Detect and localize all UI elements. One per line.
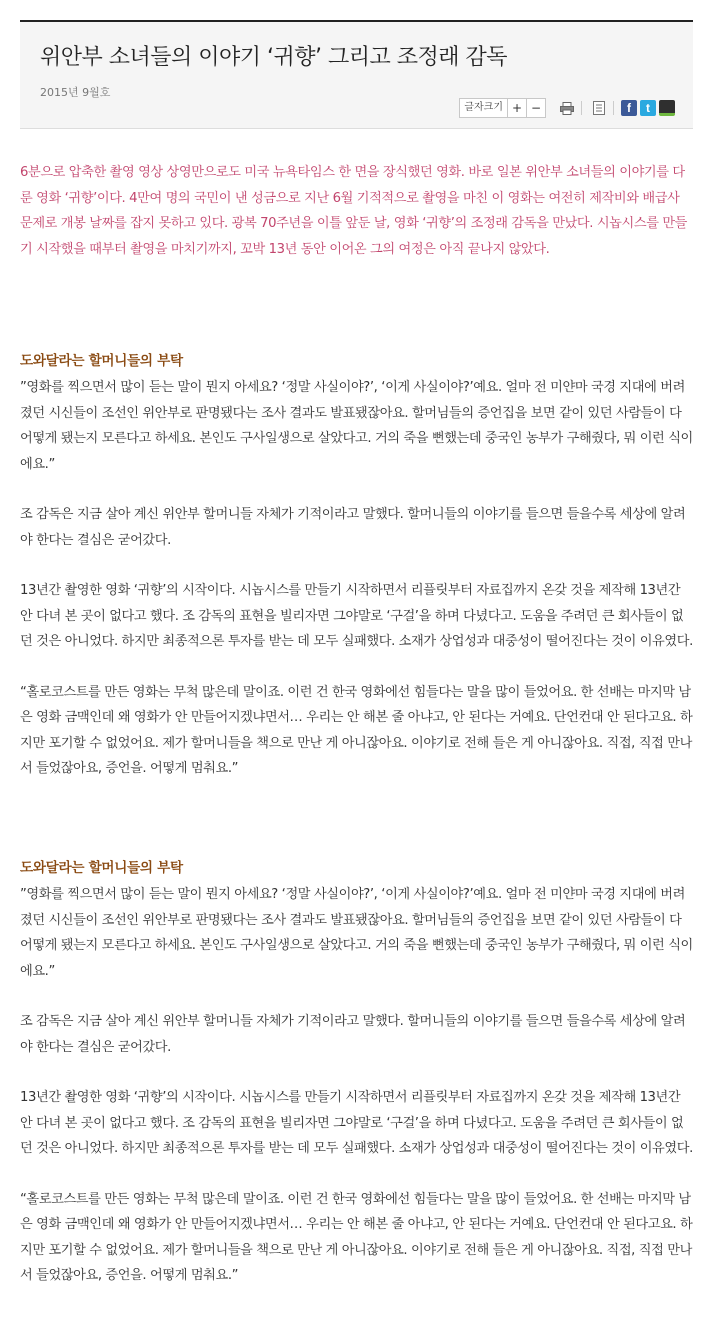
font-size-label: 글자크기	[464, 102, 503, 113]
section-heading: 도와달라는 할머니들의 부탁	[20, 353, 183, 369]
me2day-icon[interactable]	[659, 100, 675, 116]
toolbar-divider	[613, 101, 614, 115]
font-increase-button[interactable]: +	[507, 99, 526, 117]
paragraph: 13년간 촬영한 영화 ‘귀향’의 시작이다. 시놉시스를 만들기 시작하면서 리플릿부터 자료집까지 온갖 것을 제작해 13년간 안 다녀 본 곳이 없다고 했다. 조 감독의 표현을 빌리자면 그야말로 ‘구걸’을 하며 다녔다고. 도움을 주려던 큰 회사들이 없던 것은 아니었다. 하지만 최종적으론 투자를 받는 데 모두 실패했다. 소재가 상업성과 대중성이 떨어진다는 것이 이유였다.	[20, 583, 693, 649]
section-heading: 도와달라는 할머니들의 부탁	[20, 860, 183, 876]
article-section	[20, 858, 694, 1289]
paragraph: 조 감독은 지금 살아 계신 위안부 할머니들 자체가 기적이라고 말했다. 할머니들의 이야기를 들으면 들을수록 세상에 알려야 한다는 결심은 굳어갔다.	[20, 507, 686, 548]
article-lead: 6분으로 압축한 촬영 영상 상영만으로도 미국 뉴욕타임스 한 면을 장식했던 영화. 바로 일본 위안부 소녀들의 이야기를 다룬 영화 ‘귀향’이다. 4만여 명의 국민이 낸 성금으로 지난 6월 기적적으로 촬영을 마친 이 영화는 여전히 제작비와 배급사 문제로 개봉 날짜를 잡지 못하고 있다. 광복 70주년을 이틀 앞둔 날, 영화 ‘귀향’의 조정래 감독을 만났다. 시놉시스를 만들기 시작했을 때부터 촬영을 마치기까지, 꼬박 13년 동안 이어온 그의 여정은 아직 끝나지 않았다.	[20, 165, 687, 257]
email-icon[interactable]	[591, 100, 607, 116]
paragraph: 조 감독은 지금 살아 계신 위안부 할머니들 자체가 기적이라고 말했다. 할머니들의 이야기를 들으면 들을수록 세상에 알려야 한다는 결심은 굳어갔다.	[20, 1014, 686, 1055]
article-toolbar	[459, 98, 675, 118]
paragraph: ”영화를 찍으면서 많이 듣는 말이 뭔지 아세요? ‘정말 사실이야?’, ‘이게 사실이야?’예요. 얼마 전 미얀마 국경 지대에 버려졌던 시신들이 조선인 위안부로 판명됐다는 조사 결과도 발표됐잖아요. 할머님들의 증언집을 보면 같이 있던 사람들이 다 어떻게 됐는지 모른다고 하세요. 본인도 구사일생으로 살았다고. 거의 죽을 뻔했는데 중국인 농부가 구해줬다, 뭐 이런 식이에요.”	[20, 380, 693, 472]
paragraph: “홀로코스트를 만든 영화는 무척 많은데 말이죠. 이런 건 한국 영화에선 힘들다는 말을 많이 들었어요. 한 선배는 마지막 남은 영화 금맥인데 왜 영화가 안 만들어지겠냐면서… 우리는 안 해본 줄 아냐고, 안 된다는 거예요. 단언컨대 안 된다고요. 하지만 포기할 수 없었어요. 제가 할머니들을 책으로 만난 게 아니잖아요. 이야기로 전해 들은 게 아니잖아요. 직접, 직접 만나서 들었잖아요, 증언을. 어떻게 멈춰요.”	[20, 1191, 693, 1283]
paragraph: 13년간 촬영한 영화 ‘귀향’의 시작이다. 시놉시스를 만들기 시작하면서 리플릿부터 자료집까지 온갖 것을 제작해 13년간 안 다녀 본 곳이 없다고 했다. 조 감독의 표현을 빌리자면 그야말로 ‘구걸’을 하며 다녔다고. 도움을 주려던 큰 회사들이 없던 것은 아니었다. 하지만 최종적으론 투자를 받는 데 모두 실패했다. 소재가 상업성과 대중성이 떨어진다는 것이 이유였다.	[20, 1090, 693, 1156]
font-decrease-button[interactable]: −	[526, 99, 545, 117]
paragraph: “홀로코스트를 만든 영화는 무척 많은데 말이죠. 이런 건 한국 영화에선 힘들다는 말을 많이 들었어요. 한 선배는 마지막 남은 영화 금맥인데 왜 영화가 안 만들어지겠냐면서… 우리는 안 해본 줄 아냐고, 안 된다는 거예요. 단언컨대 안 된다고요. 하지만 포기할 수 없었어요. 제가 할머니들을 책으로 만난 게 아니잖아요. 이야기로 전해 들은 게 아니잖아요. 직접, 직접 만나서 들었잖아요, 증언을. 어떻게 멈춰요.”	[20, 684, 693, 776]
toolbar-divider	[581, 101, 582, 115]
issue-date: 2015년 9월호	[40, 86, 111, 99]
font-size-control	[459, 98, 546, 118]
print-icon[interactable]	[559, 100, 575, 116]
paragraph: ”영화를 찍으면서 많이 듣는 말이 뭔지 아세요? ‘정말 사실이야?’, ‘이게 사실이야?’예요. 얼마 전 미얀마 국경 지대에 버려졌던 시신들이 조선인 위안부로 판명됐다는 조사 결과도 발표됐잖아요. 할머님들의 증언집을 보면 같이 있던 사람들이 다 어떻게 됐는지 모른다고 하세요. 본인도 구사일생으로 살았다고. 거의 죽을 뻔했는데 중국인 농부가 구해줬다, 뭐 이런 식이에요.”	[20, 887, 693, 979]
twitter-icon[interactable]: t	[640, 100, 656, 116]
facebook-icon[interactable]: f	[621, 100, 637, 116]
article-title: 위안부 소녀들의 이야기 ‘귀향’ 그리고 조정래 감독	[40, 45, 507, 70]
article-header	[20, 20, 693, 129]
article-section	[20, 351, 694, 782]
